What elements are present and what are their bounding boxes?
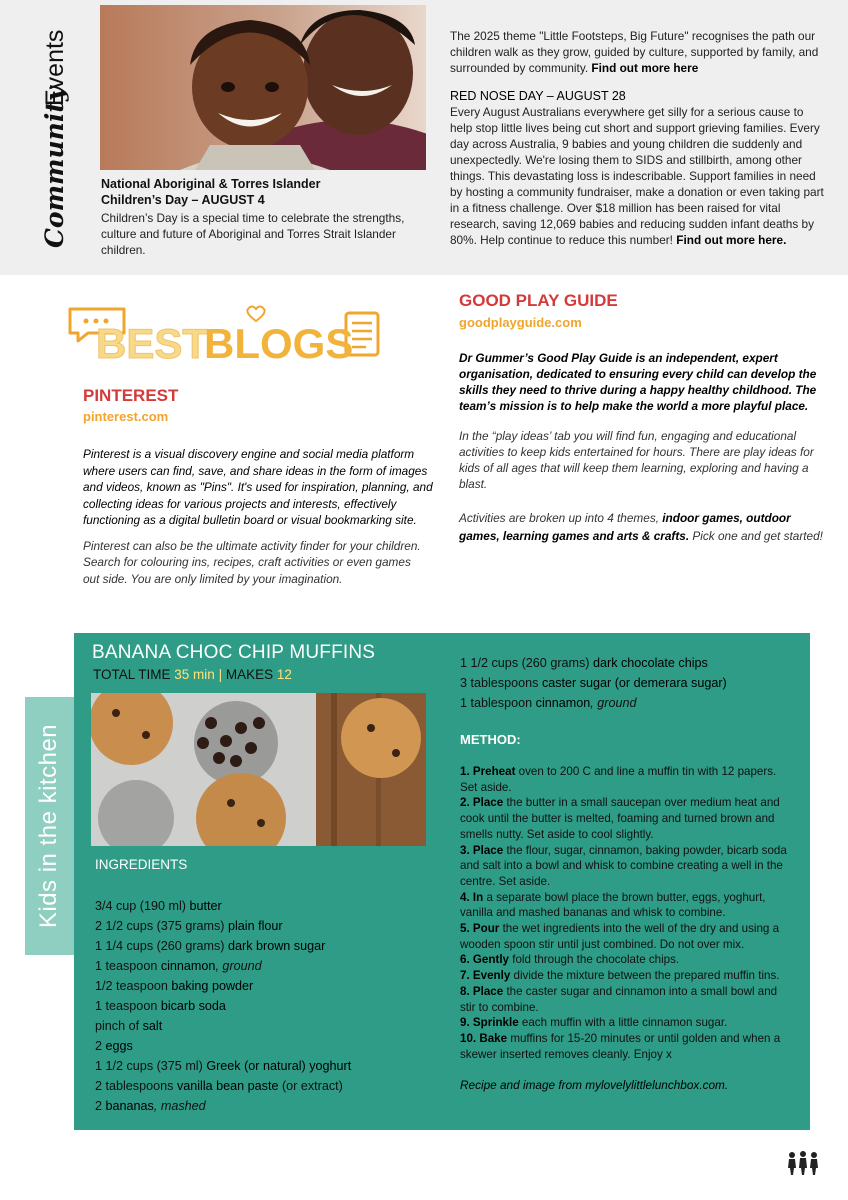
meta-separator: | bbox=[218, 667, 223, 682]
ingredient-item: 2 1/2 cups (375 grams) plain flour bbox=[95, 919, 283, 933]
method-step: 1. Preheat oven to 200 C and line a muffin tin with 12 papers. Set aside. bbox=[460, 765, 777, 794]
ingredient-item: 1 1/4 cups (260 grams) dark brown sugar bbox=[95, 939, 326, 953]
kids-in-the-kitchen-label: Kids in the kitchen bbox=[35, 723, 63, 929]
blogs-logo-text: BLOGS bbox=[204, 320, 354, 365]
children-day-body: Children’s Day is a special time to celebrate the strengths, culture and future of Aboriginal and Torres Strait Islander children. bbox=[101, 211, 405, 257]
ingredients-list-continued bbox=[460, 653, 800, 713]
makes-value: 12 bbox=[276, 667, 292, 682]
events-label: Events bbox=[41, 29, 69, 106]
method-step: 10. Bake muffins for 15-20 minutes or until golden and when a skewer inserted removes cleanly. Enjoy x bbox=[460, 1031, 781, 1061]
pinterest-url-link[interactable]: pinterest.com bbox=[83, 409, 169, 424]
method-step: 2. Place the butter in a small saucepan over medium heat and cook until the butter is melted, foaming and turned brown and smells nutty. Set aside to cool slightly. bbox=[460, 796, 780, 841]
total-time-value: 35 min bbox=[174, 667, 215, 682]
good-play-guide-activities bbox=[459, 509, 824, 545]
community-script-label: Community bbox=[40, 86, 69, 248]
children-day-heading-line2: Children’s Day – AUGUST 4 bbox=[101, 193, 265, 207]
best-blogs-logo bbox=[66, 303, 384, 365]
recipe-credit: Recipe and image from mylovelylittlelunchbox.com. bbox=[460, 1078, 729, 1092]
children-day-heading-line1: National Aboriginal & Torres Islander bbox=[101, 177, 321, 191]
ingredient-item: 2 bananas, mashed bbox=[95, 1099, 206, 1113]
method-heading: METHOD: bbox=[460, 732, 521, 747]
ingredient-item: 3/4 cup (190 ml) butter bbox=[95, 899, 222, 913]
recipe-title: BANANA CHOC CHIP MUFFINS bbox=[92, 642, 376, 663]
method-step: 8. Place the caster sugar and cinnamon into a small bowl and stir to combine. bbox=[460, 984, 778, 1014]
red-nose-find-out-more-link[interactable]: Find out more here. bbox=[676, 233, 787, 247]
good-play-guide-url-link[interactable]: goodplayguide.com bbox=[459, 315, 582, 330]
activities-themes: indoor games, outdoor games, learning games and arts & crafts. bbox=[459, 511, 791, 543]
red-nose-day-heading: RED NOSE DAY – AUGUST 28 bbox=[450, 89, 626, 103]
method-step: 7. Evenly divide the mixture between the prepared muffin tins. bbox=[460, 969, 780, 983]
method-step: 9. Sprinkle each muffin with a little cinnamon sugar. bbox=[460, 1016, 728, 1030]
method-step: 3. Place the flour, sugar, cinnamon, baking powder, bicarb soda and salt into a bowl and whisk to combine creating a well in the centre. Set aside. bbox=[460, 843, 787, 888]
muffins-photo bbox=[91, 693, 426, 846]
method-step: 5. Pour the wet ingredients into the well of the dry and using a wooden spoon stir until just combined. Do not over mix. bbox=[460, 922, 780, 951]
ingredient-item: 1 1/2 cups (260 grams) dark chocolate chips bbox=[460, 656, 708, 670]
method-step: 4. In a separate bowl place the brown butter, eggs, yoghurt, vanilla and mashed bananas and whisk to combine. bbox=[460, 890, 766, 920]
ingredient-item: pinch of salt bbox=[95, 1019, 163, 1033]
community-events-right-column bbox=[450, 28, 828, 248]
ingredients-list bbox=[95, 896, 435, 1116]
recipe-meta bbox=[93, 667, 292, 682]
pinterest-extra-text: Pinterest can also be the ultimate activity finder for your children. Search for colouring ins, recipes, craft activities or even games out side. You are only limited by your imagination. bbox=[83, 539, 421, 586]
ingredients-heading: INGREDIENTS bbox=[95, 857, 188, 872]
good-play-guide-play-ideas: In the “play ideas’ tab you will find fun, engaging and educational activities to keep kids entertained for hours. There are play ideas for kids of all ages that will keep them learning, exploring and having a blast. bbox=[459, 429, 814, 491]
ingredient-item: 1 teaspoon cinnamon, ground bbox=[95, 959, 262, 973]
activities-intro: Activities are broken up into 4 themes, bbox=[459, 511, 659, 525]
pinterest-heading: PINTEREST bbox=[83, 386, 179, 405]
ingredient-item: 3 tablespoons caster sugar (or demerara sugar) bbox=[460, 676, 727, 690]
pinterest-description: Pinterest is a visual discovery engine and social media platform where users can find, save, and share ideas in the form of images and videos, known as "Pins". It's used for inspiration, planning, and collecting ideas for various projects and interests, effectively functioning as a digital bulletin board or visual bookmarking site. bbox=[83, 447, 433, 527]
method-steps bbox=[460, 764, 795, 1062]
children-day-heading bbox=[101, 176, 421, 208]
makes-label: MAKES bbox=[225, 667, 274, 682]
ingredient-item: 1/2 teaspoon baking powder bbox=[95, 979, 254, 993]
activities-outro: Pick one and get started! bbox=[692, 529, 823, 543]
red-nose-day-body: Every August Australians everywhere get silly for a serious cause to help stop little lives being cut short and support grieving families. Every day across Australia, 9 babies and young children die suddenly and unexpectedly. We're losing them to SIDS and stillbirth, among other things. This devastating loss is indescribable. Support families in need by hosting a community fundraiser, make a donation or even taking part in a fitness challenge. Over $18 million has been raised for vital research, saving 12,069 babies and reducing sudden infant deaths by 80%. Help continue to reduce this number! bbox=[450, 105, 824, 247]
children-day-photo bbox=[100, 5, 426, 170]
ingredient-item: 2 tablespoons vanilla bean paste (or extract) bbox=[95, 1079, 343, 1093]
total-time-label: TOTAL TIME bbox=[93, 667, 171, 682]
good-play-guide-heading: GOOD PLAY GUIDE bbox=[459, 291, 618, 310]
theme-paragraph bbox=[450, 28, 828, 76]
red-nose-day-paragraph bbox=[450, 104, 828, 248]
ingredient-item: 1 tablespoon cinnamon, ground bbox=[460, 696, 637, 710]
best-logo-text: BEST bbox=[96, 320, 209, 365]
children-figures-icon bbox=[786, 1150, 820, 1176]
ingredient-item: 1 1/2 cups (375 ml) Greek (or natural) yoghurt bbox=[95, 1059, 352, 1073]
ingredient-item: 2 eggs bbox=[95, 1039, 133, 1053]
ingredient-item: 1 teaspoon bicarb soda bbox=[95, 999, 226, 1013]
theme-find-out-more-link[interactable]: Find out more here bbox=[591, 61, 699, 75]
theme-text: The 2025 theme "Little Footsteps, Big Future" recognises the path our children walk as they grow, guided by culture, supported by family, and surrounded by community. bbox=[450, 29, 819, 75]
kids-in-the-kitchen-label-wrap bbox=[25, 697, 74, 955]
good-play-guide-description: Dr Gummer’s Good Play Guide is an independent, expert organisation, dedicated to ensuring every child can develop the skills they need to thrive during a happy healthy childhood. The team’s mission is to help make the world a more playful place. bbox=[459, 351, 817, 413]
method-step: 6. Gently fold through the chocolate chips. bbox=[460, 953, 680, 967]
community-events-side-title bbox=[20, 18, 70, 248]
